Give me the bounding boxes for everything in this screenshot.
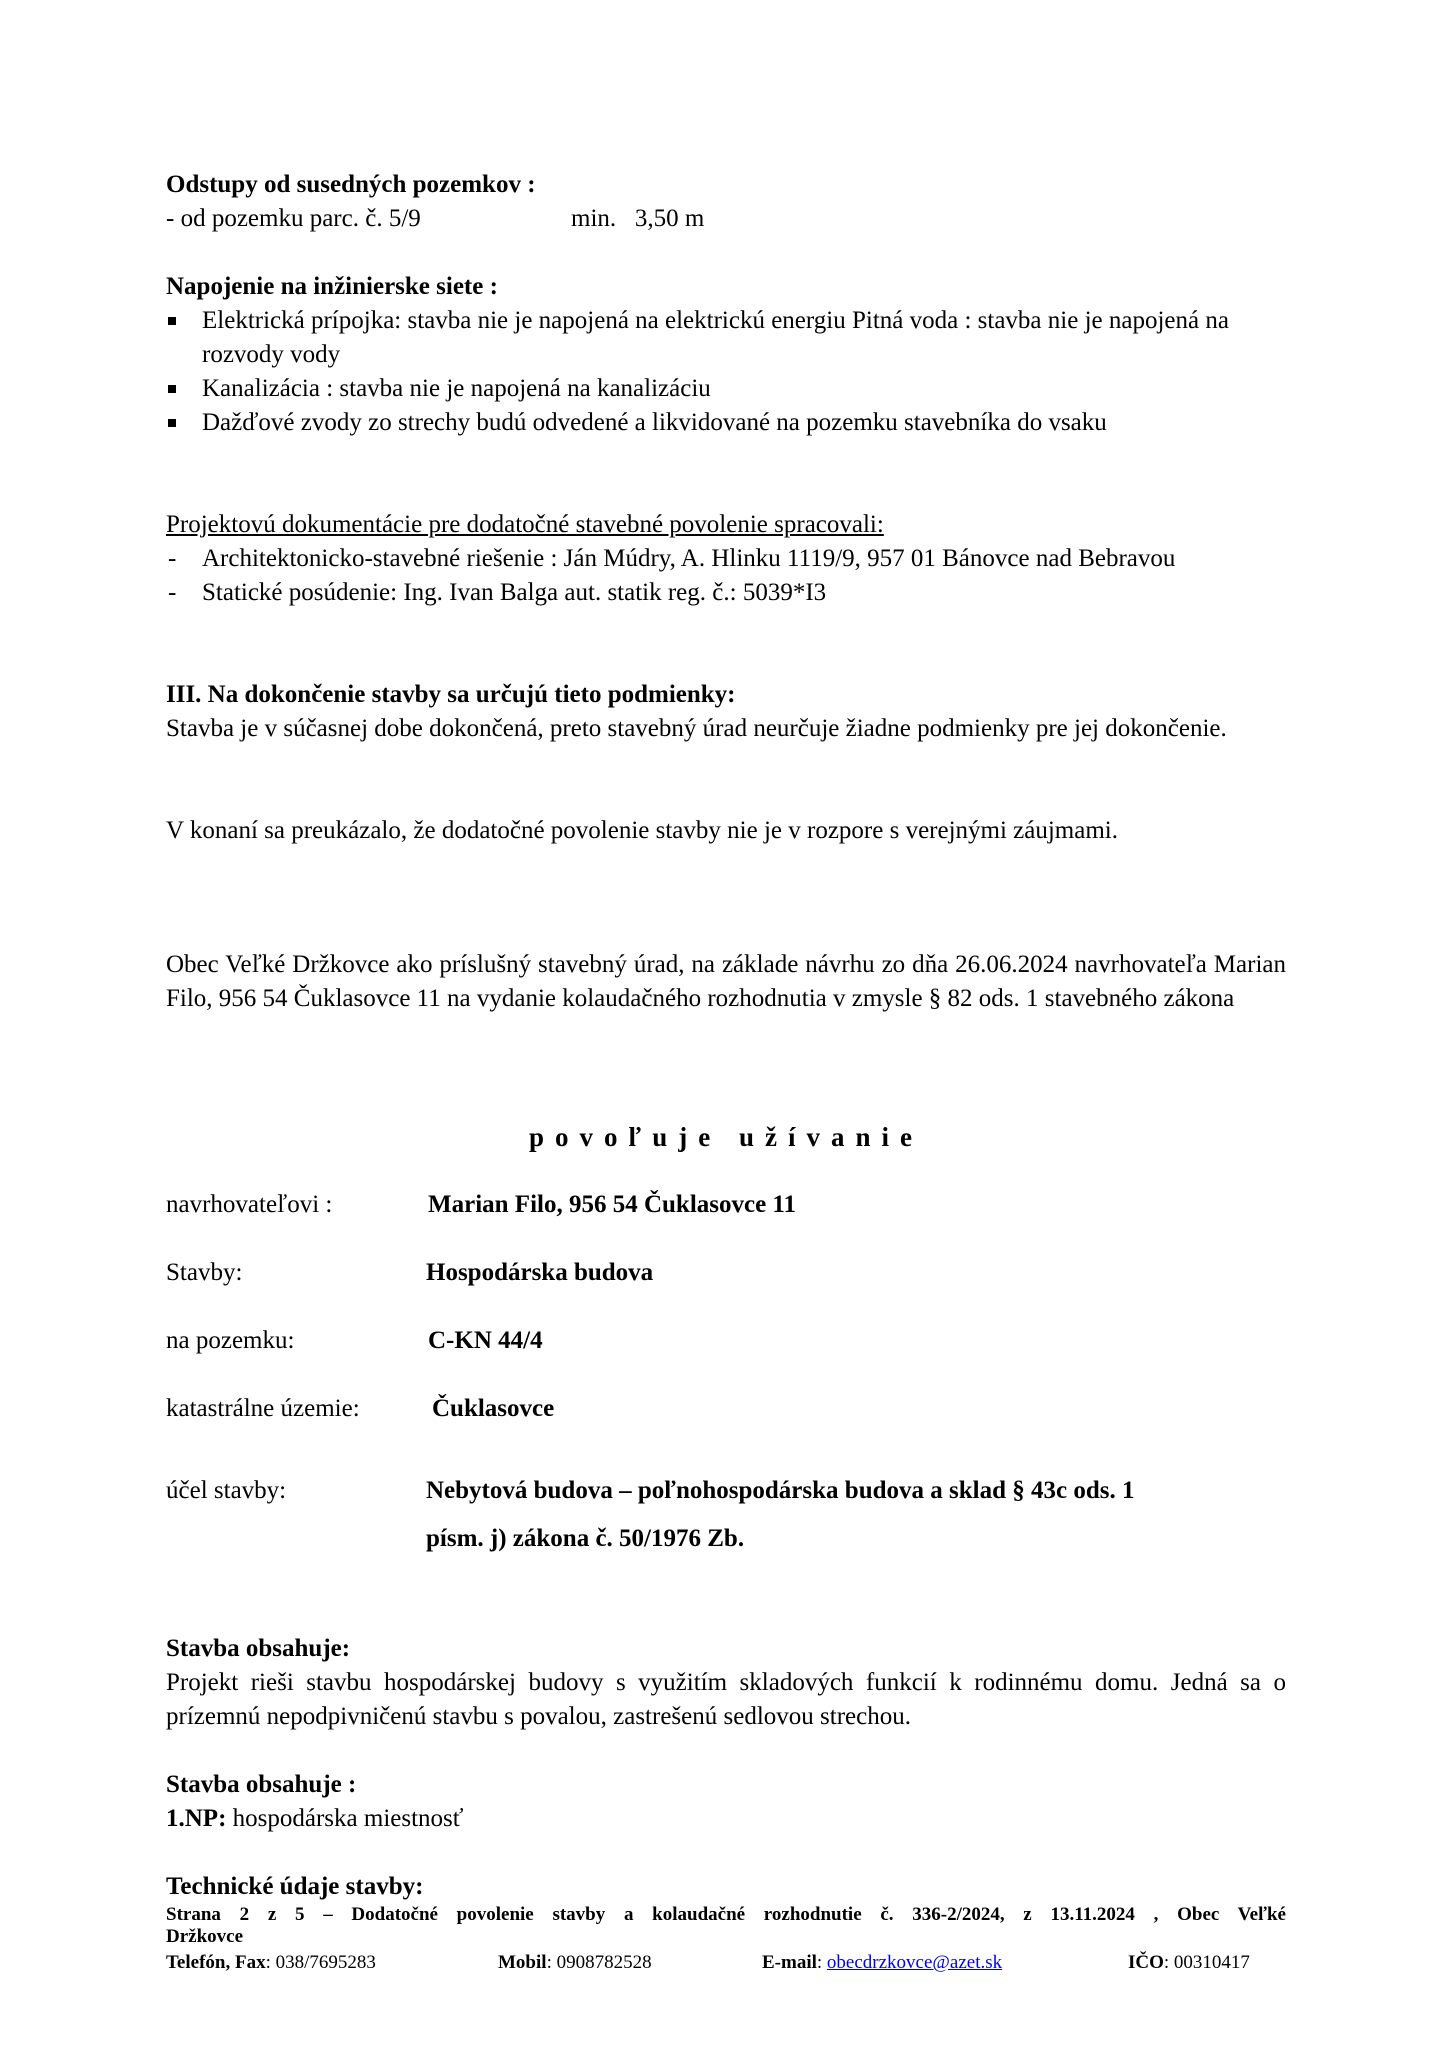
cadastre-value: Čuklasovce (432, 1395, 555, 1422)
decision-heading: povoľuje užívanie (529, 1122, 923, 1152)
conditions-section (166, 678, 1286, 746)
setbacks-section (166, 168, 1286, 236)
contains-text-1: Projekt rieši stavbu hospodárskej budovy s využitím skladových funkcií k rodinnému domu. Jedná sa o prízemnú nepodpivničenú stavbu s povalou, zastrešenú sedlovou strechou. (166, 1669, 1286, 1730)
detail-row-building (166, 1256, 1296, 1290)
footer-phone (166, 1952, 376, 1974)
plot-value: C-KN 44/4 (428, 1327, 543, 1354)
mobile-label: Mobil (498, 1952, 547, 1973)
list-item: - Statické posúdenie: Ing. Ivan Balga aut. statik reg. č.: 5039*I3 (166, 576, 1286, 610)
list-item: Elektrická prípojka: stavba nie je napojená na elektrickú energiu Pitná voda : stavba nie je napojená na rozvody vody (166, 304, 1286, 372)
setbacks-title: Odstupy od susedných pozemkov : (166, 171, 536, 198)
utilities-list (166, 304, 1286, 440)
contains-section-2 (166, 1768, 1286, 1836)
floor-label: 1.NP: (166, 1805, 227, 1832)
building-label: Stavby: (166, 1259, 243, 1286)
footer-ico (1128, 1952, 1250, 1974)
ico-value: : 00310417 (1163, 1952, 1250, 1973)
applicant-label: navrhovateľovi : (166, 1191, 333, 1218)
plot-label: na pozemku: (166, 1327, 295, 1354)
footer-email (762, 1952, 1002, 1974)
utilities-title: Napojenie na inžinierske siete : (166, 273, 498, 300)
detail-row-plot (166, 1324, 1296, 1358)
technical-title: Technické údaje stavby: (166, 1873, 424, 1900)
setbacks-line-value: min. 3,50 m (571, 205, 705, 232)
setbacks-line (166, 202, 1286, 236)
footer-contacts (166, 1952, 1286, 1980)
building-value: Hospodárska budova (426, 1259, 654, 1286)
project-title: Projektovú dokumentácie pre dodatočné stavebné povolenie spracovali: (166, 511, 884, 538)
phone-label: Telefón, Fax (166, 1952, 266, 1973)
cadastre-label: katastrálne územie: (166, 1395, 360, 1422)
footer-line1: Strana 2 z 5 – Dodatočné povolenie stavby a kolaudačné rozhodnutie č. 336-2/2024, z 13.11.2024 , Obec Veľké (166, 1904, 1286, 1925)
list-item: Dažďové zvody zo strechy budú odvedené a likvidované na pozemku stavebníka do vsaku (166, 406, 1286, 440)
contains-title-2: Stavba obsahuje : (166, 1771, 357, 1798)
list-item: Kanalizácia : stavba nie je napojená na kanalizáciu (166, 372, 1286, 406)
purpose-label: účel stavby: (166, 1477, 287, 1504)
detail-row-cadastre (166, 1392, 1296, 1426)
floor-line (166, 1802, 1286, 1836)
purpose-value-line1: Nebytová budova – poľnohospodárska budova a sklad § 43c ods. 1 (426, 1477, 1135, 1504)
page-footer (166, 1904, 1286, 1980)
applicant-value: Marian Filo, 956 54 Čuklasovce 11 (428, 1191, 797, 1218)
ico-label: IČO (1128, 1952, 1164, 1973)
email-separator: : (816, 1952, 827, 1973)
project-section (166, 508, 1286, 610)
email-label: E-mail (762, 1952, 817, 1973)
footer-mobile (498, 1952, 652, 1974)
contains-section-1 (166, 1632, 1286, 1734)
conditions-title: III. Na dokončenie stavby sa určujú tieto podmienky: (166, 681, 736, 708)
email-link[interactable]: obecdrzkovce@azet.sk (826, 1952, 1003, 1973)
decision-intro-text: Obec Veľké Držkovce ako príslušný stavebný úrad, na základe návrhu zo dňa 26.06.2024 navrhovateľa Marian Filo, 956 54 Čuklasovce 11 na vydanie kolaudačného rozhodnutia v zmysle § 82 ods. 1 stavebného zákona (166, 951, 1286, 1012)
public-interest-text: V konaní sa preukázalo, že dodatočné povolenie stavby nie je v rozpore s verejnými záujmami. (166, 817, 1118, 844)
project-list (166, 542, 1286, 610)
list-item: - Architektonicko-stavebné riešenie : Ján Múdry, A. Hlinku 1119/9, 957 01 Bánovce nad Bebravou (166, 542, 1286, 576)
conditions-text: Stavba je v súčasnej dobe dokončená, preto stavebný úrad neurčuje žiadne podmienky pre jej dokončenie. (166, 715, 1227, 742)
phone-value: : 038/7695283 (265, 1952, 376, 1973)
setbacks-line-label: - od pozemku parc. č. 5/9 (166, 205, 421, 232)
detail-row-purpose (166, 1474, 1296, 1554)
footer-line2: Držkovce (166, 1926, 244, 1947)
detail-row-applicant (166, 1188, 1296, 1222)
utilities-section (166, 270, 1286, 440)
purpose-value-line2: písm. j) zákona č. 50/1976 Zb. (426, 1525, 745, 1552)
floor-value: hospodárska miestnosť (226, 1805, 464, 1832)
contains-title-1: Stavba obsahuje: (166, 1635, 351, 1662)
mobile-value: : 0908782528 (546, 1952, 652, 1973)
